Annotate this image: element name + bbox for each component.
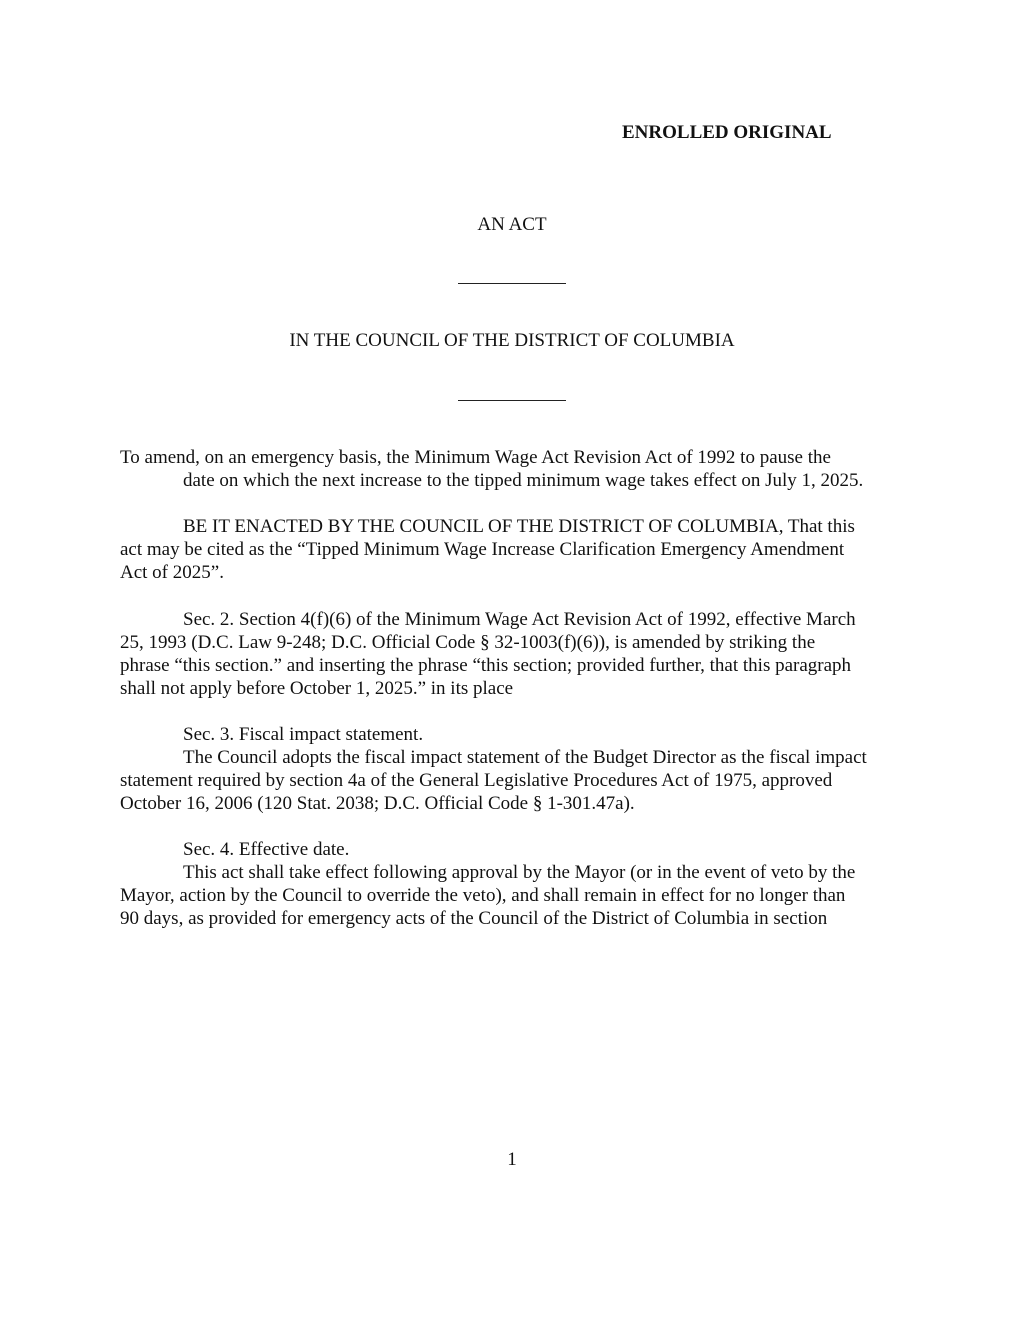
page-number: 1 [507, 1149, 517, 1170]
title-divider-bottom [458, 400, 566, 401]
council-heading: IN THE COUNCIL OF THE DISTRICT OF COLUMBIA [289, 330, 735, 351]
enacting-clause-line: Act of 2025”. [120, 562, 224, 583]
section-2-line: Sec. 2. Section 4(f)(6) of the Minimum Wage Act Revision Act of 1992, effective March [183, 609, 856, 630]
section-4-heading: Sec. 4. Effective date. [183, 839, 350, 860]
enacting-clause-line: BE IT ENACTED BY THE COUNCIL OF THE DISTRICT OF COLUMBIA, That this [183, 516, 855, 537]
long-title-line: To amend, on an emergency basis, the Minimum Wage Act Revision Act of 1992 to pause the [120, 447, 831, 468]
section-3-heading: Sec. 3. Fiscal impact statement. [183, 724, 424, 745]
title-divider-top [458, 283, 566, 284]
section-2-line: 25, 1993 (D.C. Law 9-248; D.C. Official Code § 32-1003(f)(6)), is amended by striking the [120, 632, 816, 653]
section-2-line: shall not apply before October 1, 2025.” in its place [120, 678, 514, 699]
enacting-clause-line: act may be cited as the “Tipped Minimum Wage Increase Clarification Emergency Amendment [120, 539, 845, 560]
enrolled-original-stamp: ENROLLED ORIGINAL [622, 122, 832, 143]
long-title-line: date on which the next increase to the tipped minimum wage takes effect on July 1, 2025. [183, 470, 864, 491]
section-2-line: phrase “this section.” and inserting the phrase “this section; provided further, that this paragraph [120, 655, 852, 676]
section-3-line: statement required by section 4a of the General Legislative Procedures Act of 1975, approved [120, 770, 833, 791]
act-title: AN ACT [477, 214, 547, 235]
section-4-line: Mayor, action by the Council to override the veto), and shall remain in effect for no longer than [120, 885, 846, 906]
section-3-line: The Council adopts the fiscal impact statement of the Budget Director as the fiscal impact [183, 747, 867, 768]
section-3-line: October 16, 2006 (120 Stat. 2038; D.C. Official Code § 1-301.47a). [120, 793, 635, 814]
section-4-line: This act shall take effect following approval by the Mayor (or in the event of veto by the [183, 862, 856, 883]
section-4-line: 90 days, as provided for emergency acts of the Council of the District of Columbia in section [120, 908, 828, 929]
